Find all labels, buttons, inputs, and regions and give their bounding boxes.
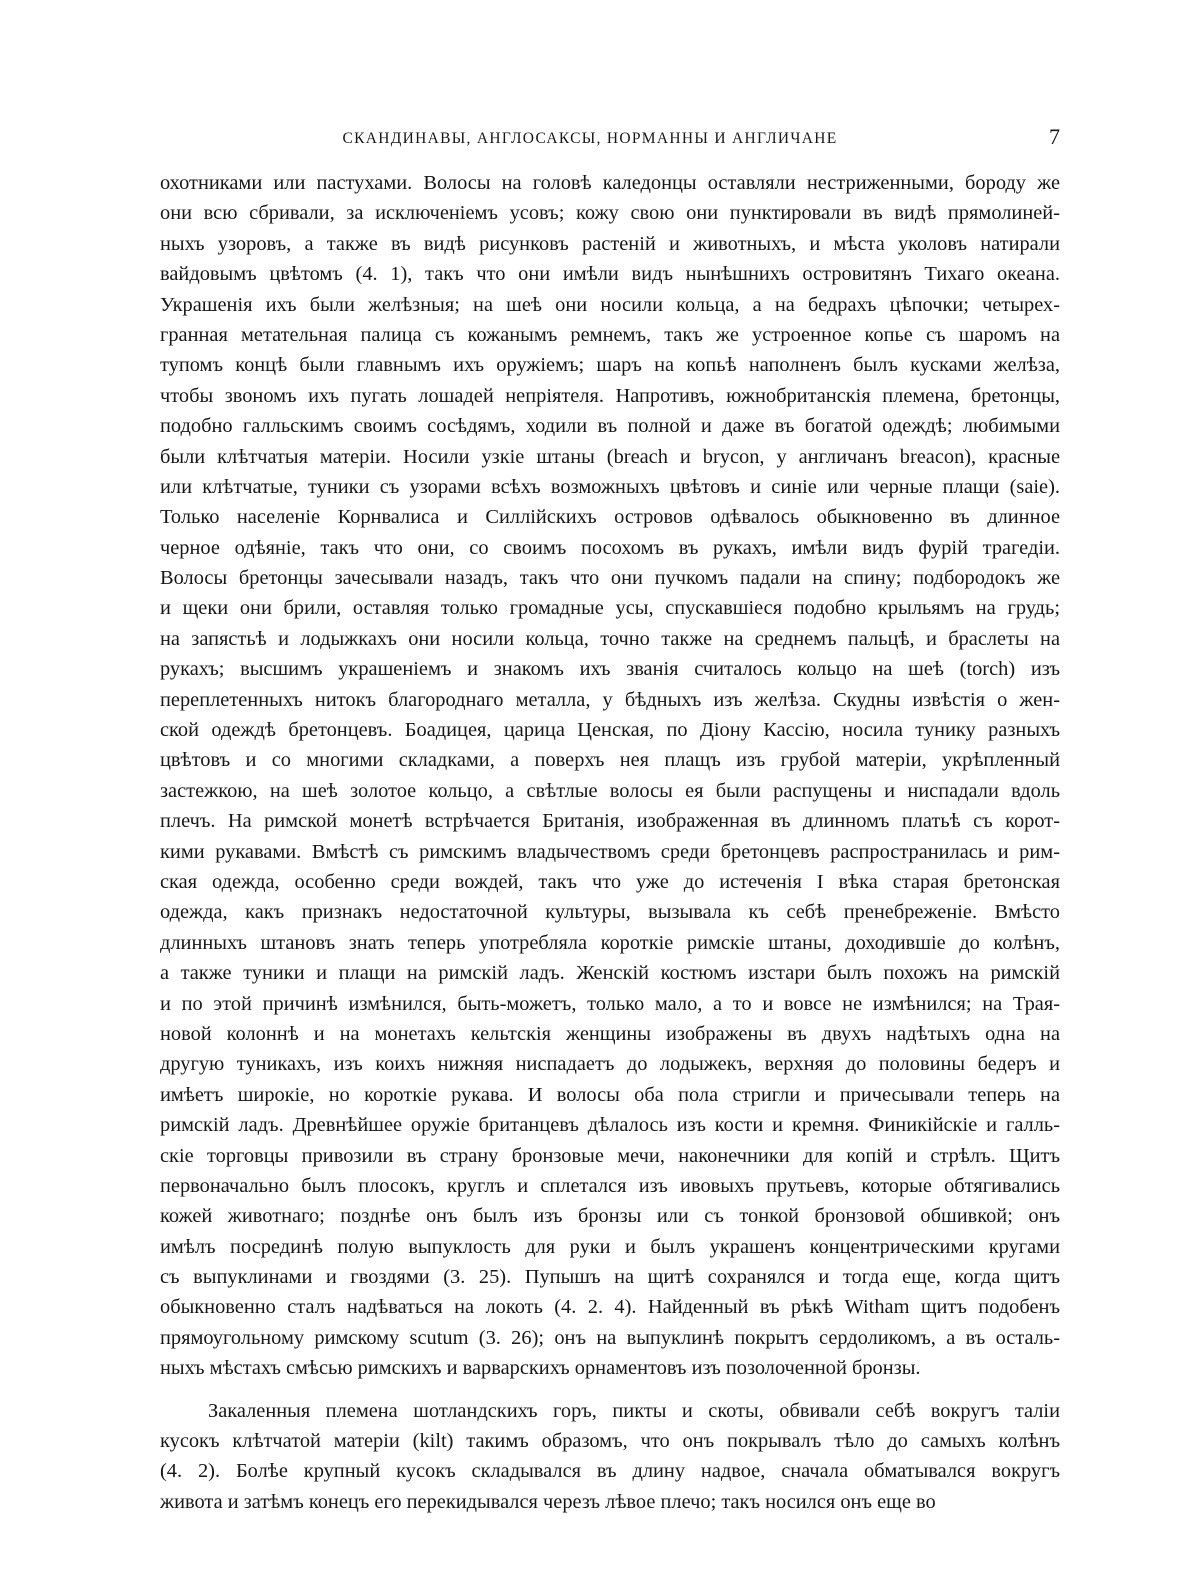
text-line: имѣетъ широкіе, но короткіе рукава. И волосы оба пола стригли и причесывали теперь на [160, 1083, 1060, 1106]
text-line: другую туникахъ, изъ коихъ нижняя ниспадаетъ до лодыжекъ, верхняя до половины бедеръ и [160, 1053, 1060, 1076]
text-line: а также туники и плащи на римскій ладъ. Женскій костюмъ изстари былъ похожъ на римскій [160, 962, 1060, 985]
page-number: 7 [1049, 124, 1060, 149]
text-line: ныхъ мѣстахъ смѣсью римскихъ и варварскихъ орнаментовъ изъ позолоченной бронзы. [160, 1357, 921, 1380]
text-line: вайдовымъ цвѣтомъ (4. 1), такъ что они имѣли видъ нынѣшнихъ островитянъ Тихаго океана. [160, 263, 1060, 286]
text-line: переплетенныхъ нитокъ благороднаго металла, у бѣдныхъ изъ желѣза. Скудны извѣстія о жен- [160, 688, 1060, 711]
text-line: черное одѣяніе, такъ что они, со своимъ посохомъ въ рукахъ, имѣли видъ фурій трагедіи. [160, 536, 1060, 559]
text-line: кусокъ клѣтчатой матеріи (kilt) такимъ образомъ, что онъ покрывалъ тѣло до самыхъ колѣнъ [160, 1430, 1060, 1453]
text-line: одежда, какъ признакъ недостаточной культуры, вызывала къ себѣ пренебреженіе. Вмѣсто [160, 901, 1060, 924]
text-line: чтобы звономъ ихъ пугать лошадей непріятеля. Напротивъ, южнобританскія племена, бретонцы, [160, 384, 1060, 407]
text-body [160, 168, 1060, 1517]
text-line: ской одеждѣ бретонцевъ. Боадицея, царица Ценская, по Діону Кассію, носила тунику разныхъ [160, 719, 1060, 742]
text-line: прямоугольному римскому scutum (3. 26); онъ на выпуклинѣ покрытъ сердоликомъ, а въ осталь- [160, 1326, 1060, 1349]
text-line: или клѣтчатые, туники съ узорами всѣхъ возможныхъ цвѣтовъ и синіе или черные плащи (saie). [160, 475, 1060, 498]
text-line: рукахъ; высшимъ украшеніемъ и знакомъ ихъ званія считалось кольцо на шеѣ (torch) изъ [160, 658, 1060, 681]
text-line: съ выпуклинами и гвоздями (3. 25). Пупышъ на щитѣ сохранялся и тогда еще, когда щитъ [160, 1266, 1060, 1289]
text-line: Украшенія ихъ были желѣзныя; на шеѣ они носили кольца, а на бедрахъ цѣпочки; четырех- [160, 293, 1060, 316]
text-line: Закаленныя племена шотландскихъ горъ, пикты и скоты, обвивали себѣ вокругъ таліи [208, 1399, 1060, 1422]
text-line: Волосы бретонцы зачесывали назадъ, такъ что они пучкомъ падали на спину; подбородокъ же [160, 567, 1060, 590]
text-line: живота и затѣмъ конецъ его перекидывался черезъ лѣвое плечо; такъ носился онъ еще во [160, 1490, 936, 1513]
text-line: обыкновенно сталъ надѣваться на локоть (4. 2. 4). Найденный въ рѣкѣ Witham щитъ подобенъ [160, 1296, 1060, 1319]
paragraph [160, 168, 1060, 1384]
running-title: СКАНДИНАВЫ, АНГЛОСАКСЫ, НОРМАННЫ И АНГЛИЧАНЕ [342, 130, 838, 147]
text-line: первоначально былъ плосокъ, круглъ и сплетался изъ ивовыхъ прутьевъ, которые обтягивались [160, 1174, 1060, 1197]
text-line: гранная метательная палица съ кожанымъ ремнемъ, такъ же устроенное копье съ шаромъ на [160, 323, 1060, 346]
text-line: застежкою, на шеѣ золотое кольцо, а свѣтлые волосы ея были распущены и ниспадали вдоль [160, 779, 1060, 802]
text-line: Только населеніе Корнвалиса и Силлійскихъ островов одѣвалось обыкновенно въ длинное [160, 506, 1060, 529]
text-line: тупомъ концѣ были главнымъ ихъ оружіемъ; шаръ на копьѣ наполненъ былъ кусками желѣза, [160, 354, 1060, 377]
text-line: римскій ладъ. Древнѣйшее оружіе британцевъ дѣлалось изъ кости и кремня. Финикійскіе и галль- [160, 1114, 1060, 1137]
text-line: были клѣтчатыя матеріи. Носили узкіе штаны (breach и brycon, у англичанъ breacon), красные [160, 445, 1060, 468]
paragraph-gap [160, 1384, 1060, 1396]
text-line: охотниками или пастухами. Волосы на головѣ каледонцы оставляли нестриженными, бороду же [160, 172, 1060, 194]
text-line: кожей животнаго; позднѣе онъ былъ изъ бронзы или съ тонкой бронзовой обшивкой; онъ [160, 1205, 1060, 1228]
text-line: кими рукавами. Вмѣстѣ съ римскимъ владычествомъ среди бретонцевъ распространилась и рим- [160, 840, 1060, 863]
text-line: плечъ. На римской монетѣ встрѣчается Британія, изображенная въ длинномъ платьѣ съ корот- [160, 810, 1060, 833]
text-line: длинныхъ штановъ знать теперь употребляла короткіе римскіе штаны, доходившіе до колѣнъ, [160, 931, 1060, 954]
text-line: на запястьѣ и лодыжкахъ они носили кольца, точно также на среднемъ пальцѣ, и браслеты на [160, 627, 1060, 650]
text-line: ныхъ узоровъ, а также въ видѣ рисунковъ растеній и животныхъ, и мѣста уколовъ натирали [160, 232, 1060, 255]
text-line: имѣлъ посрединѣ полую выпуклость для руки и былъ украшенъ концентрическими кругами [160, 1235, 1060, 1258]
text-line: подобно галльскимъ своимъ сосѣдямъ, ходили въ полной и даже въ богатой одеждѣ; любимыми [160, 415, 1060, 438]
text-line: новой колоннѣ и на монетахъ кельтскія женщины изображены въ двухъ надѣтыхъ одна на [160, 1022, 1060, 1045]
text-line: (4. 2). Болѣе крупный кусокъ складывался въ длину надвое, сначала обматывался вокругъ [160, 1460, 1060, 1483]
paragraph [160, 1396, 1060, 1518]
text-line: скіе торговцы привозили въ страну бронзовые мечи, наконечники для копій и стрѣлъ. Щитъ [160, 1144, 1060, 1167]
text-line: и по этой причинѣ измѣнился, быть-можетъ, только мало, а то и вовсе не измѣнился; на Трая- [160, 992, 1060, 1015]
text-line: ская одежда, особенно среди вождей, такъ что уже до истеченія I вѣка старая бретонская [160, 870, 1060, 893]
text-line: цвѣтовъ и со многими складками, а поверхъ нея плащъ изъ грубой матеріи, укрѣпленный [160, 749, 1060, 772]
text-line: они всю сбривали, за исключеніемъ усовъ; кожу свою они пунктировали въ видѣ прямолиней- [160, 202, 1060, 225]
running-head [160, 124, 1060, 158]
text-line: и щеки они брили, оставляя только громадные усы, спускавшіеся подобно крыльямъ на грудь; [160, 597, 1060, 620]
